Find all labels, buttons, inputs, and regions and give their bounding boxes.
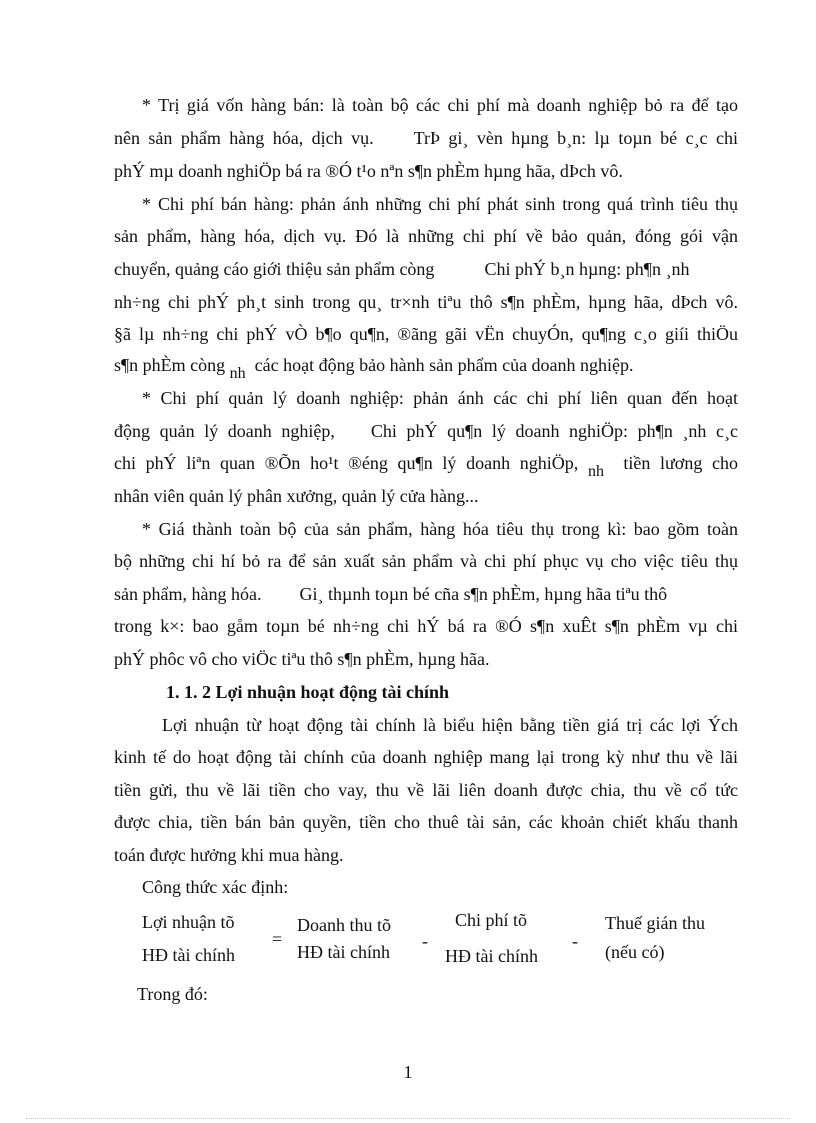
p2-line-6-text: các hoạt động bảo hành sản phẩm của doanh nghiệp. <box>254 355 634 375</box>
p2-line-3-legacy: Chi phÝ b¸n hµng: ph¶n ¸nh <box>484 259 690 279</box>
p2-line-5: §ã lµ nh÷ng chi phÝ vÒ b¶o qu¶n, ®ãng gãi vËn chuyÓn, qu¶ng c¸o giíi thiÖu <box>114 324 738 344</box>
p1-line-2 <box>114 128 738 148</box>
p5-line-3: tiền gửi, thu về lãi tiền cho vay, thu về lãi liên doanh được chia, thu về cổ tức <box>114 780 738 800</box>
p3-line-2-text: động quản lý doanh nghiệp, <box>114 421 335 441</box>
p3-line-3-text: tiền lương cho <box>623 453 739 473</box>
p2-line-2: sản phẩm, hàng hóa, dịch vụ. Đó là những chi phí về bảo quản, đóng gói vận <box>114 226 738 246</box>
p2-line-6-subscript: nh <box>229 365 246 382</box>
page-bottom-divider <box>26 1118 790 1119</box>
formula-term3-line-2: (nếu có) <box>605 942 665 962</box>
p1-line-1: * Trị giá vốn hàng bán: là toàn bộ các chi phí mà doanh nghiệp bỏ ra để tạo <box>142 95 738 115</box>
p2-line-3 <box>114 259 738 279</box>
p1-line-2-legacy: TrÞ gi¸ vèn hµng b¸n: lµ toµn bé c¸c chi <box>413 128 738 148</box>
formula-equals: = <box>272 929 283 949</box>
p3-line-2-legacy: Chi phÝ qu¶n lý doanh nghiÖp: ph¶n ¸nh c¸c <box>370 421 738 441</box>
formula-where: Trong đó: <box>137 984 208 1004</box>
p5-line-1: Lợi nhuận từ hoạt động tài chính là biểu hiện bằng tiền giá trị các lợi Ých <box>162 715 738 735</box>
p1-line-2-text: nên sản phẩm hàng hóa, dịch vụ. <box>114 128 374 148</box>
formula-term1-line-2: HĐ tài chính <box>297 942 390 962</box>
p3-line-3-legacy: chi phÝ liªn quan ®Õn ho¹t ®éng qu¶n lý doanh nghiÖp, <box>114 453 579 473</box>
p3-line-1: * Chi phí quản lý doanh nghiệp: phản ánh các chi phí liên quan đến hoạt <box>142 388 738 408</box>
formula-intro: Công thức xác định: <box>142 877 289 897</box>
p4-line-4: trong k×: bao gåm toµn bé nh÷ng chi hÝ bá ra ®Ó s¶n xuÊt s¶n phÈm vµ chi <box>114 616 738 636</box>
p4-line-3-legacy: Gi¸ thµnh toµn bé cña s¶n phÈm, hµng hãa tiªu thô <box>299 584 668 604</box>
formula-term2-line-2: HĐ tài chính <box>445 946 538 966</box>
formula-term1-line-1: Doanh thu tõ <box>297 915 391 935</box>
p4-line-5: phÝ phôc vô cho viÖc tiªu thô s¶n phÈm, hµng hãa. <box>114 649 490 669</box>
p4-line-2: bộ những chi hí bỏ ra để sản xuất sản phẩm và chi phí phục vụ cho việc tiêu thụ <box>114 551 738 571</box>
section-heading: 1. 1. 2 Lợi nhuận hoạt động tài chính <box>166 682 450 702</box>
p4-line-1: * Giá thành toàn bộ của sản phẩm, hàng hóa tiêu thụ trong kì: bao gồm toàn <box>142 519 738 539</box>
formula-minus-2: - <box>572 931 578 951</box>
formula-term2-line-1: Chi phí tõ <box>455 910 528 930</box>
p3-line-4: nhân viên quản lý phân xưởng, quản lý cửa hàng... <box>114 486 479 506</box>
p1-line-3: phÝ mµ doanh nghiÖp bá ra ®Ó t¹o nªn s¶n phÈm hµng hãa, dÞch vô. <box>114 161 623 181</box>
p2-line-1: * Chi phí bán hàng: phản ánh những chi phí phát sinh trong quá trình tiêu thụ <box>142 194 738 214</box>
formula-lhs-line-2: HĐ tài chính <box>142 945 235 965</box>
p5-line-4: được chia, tiền bán bản quyền, tiền cho thuê tài sản, các khoản chiết khấu thanh <box>114 812 738 832</box>
p4-line-3 <box>114 584 738 604</box>
p4-line-3-text: sản phẩm, hàng hóa. <box>114 584 262 604</box>
page-number: 1 <box>403 1062 413 1082</box>
p3-line-3 <box>114 453 739 480</box>
p2-line-6-legacy: s¶n phÈm còng <box>114 355 226 375</box>
p2-line-4: nh÷ng chi phÝ ph¸t sinh trong qu¸ tr×nh tiªu thô s¶n phÈm, hµng hãa, dÞch vô. <box>114 292 738 312</box>
p3-line-3-subscript: nh <box>587 463 604 480</box>
formula-lhs-line-1: Lợi nhuận tõ <box>142 912 235 932</box>
p2-line-3-text: chuyển, quảng cáo giới thiệu sản phẩm còng <box>114 259 435 279</box>
formula-term3-line-1: Thuế gián thu <box>605 913 705 933</box>
p5-line-2: kinh tế do hoạt động tài chính của doanh nghiệp mang lại trong kỳ như thu về lãi <box>114 747 738 767</box>
formula-minus-1: - <box>422 931 428 951</box>
p5-line-5: toán được hưởng khi mua hàng. <box>114 845 344 865</box>
p2-line-6 <box>114 355 738 382</box>
p3-line-2 <box>114 421 738 441</box>
